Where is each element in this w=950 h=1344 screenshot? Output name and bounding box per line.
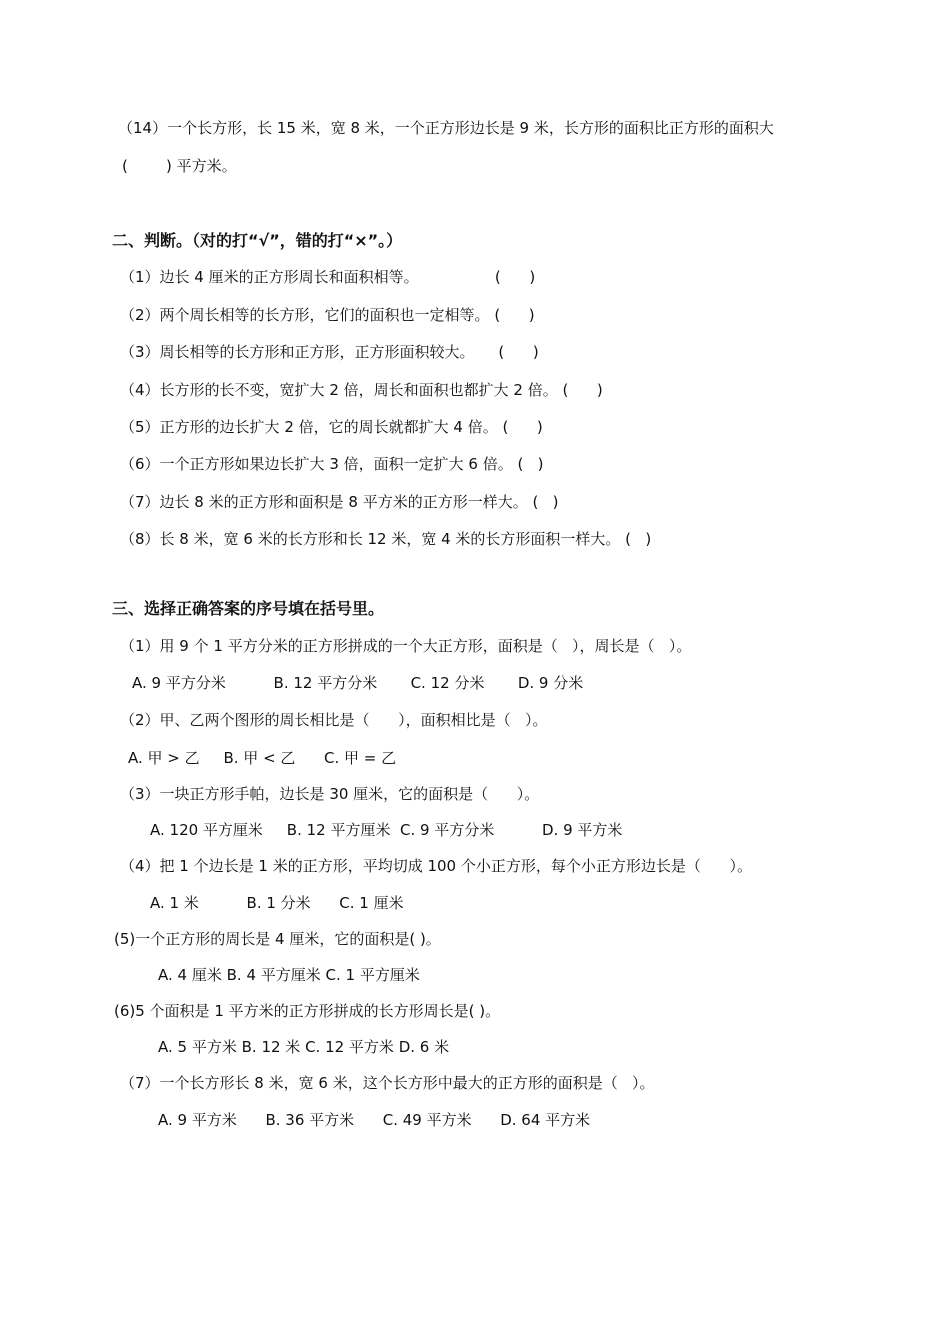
choice-options-6: A. 5 平方米 B. 12 米 C. 12 平方米 D. 6 米 bbox=[158, 1038, 450, 1056]
judge-item-5: （5）正方形的边长扩大 2 倍，它的周长就都扩大 4 倍。 ( ) bbox=[120, 418, 543, 436]
judge-item-6: （6）一个正方形如果边长扩大 3 倍，面积一定扩大 6 倍。 ( ) bbox=[120, 455, 544, 473]
judge-item-8: （8）长 8 米，宽 6 米的长方形和长 12 米，宽 4 米的长方形面积一样大。 ( ) bbox=[120, 530, 652, 548]
choice-question-3: （3）一块正方形手帕，边长是 30 厘米，它的面积是（ ）。 bbox=[120, 785, 540, 803]
choice-question-4: （4）把 1 个边长是 1 米的正方形，平均切成 100 个小正方形，每个小正方形边长是（ ）。 bbox=[120, 857, 752, 875]
judge-item-1: （1）边长 4 厘米的正方形周长和面积相等。 ( ) bbox=[120, 268, 536, 286]
choice-question-7: （7）一个长方形长 8 米，宽 6 米，这个长方形中最大的正方形的面积是（ ）。 bbox=[120, 1074, 655, 1092]
choice-options-4: A. 1 米 B. 1 分米 C. 1 厘米 bbox=[150, 894, 404, 912]
section-2-title: 二、判断。（对的打“√”，错的打“×”。） bbox=[112, 231, 403, 250]
choice-options-1: A. 9 平方分米 B. 12 平方分米 C. 12 分米 D. 9 分米 bbox=[132, 674, 584, 692]
choice-question-5: (5)一个正方形的周长是 4 厘米，它的面积是( )。 bbox=[114, 930, 441, 948]
choice-question-6: (6)5 个面积是 1 平方米的正方形拼成的长方形周长是( )。 bbox=[114, 1002, 501, 1020]
judge-item-4: （4）长方形的长不变，宽扩大 2 倍，周长和面积也都扩大 2 倍。 ( ) bbox=[120, 381, 603, 399]
judge-item-3: （3）周长相等的长方形和正方形，正方形面积较大。 ( ) bbox=[120, 343, 539, 361]
choice-question-2: （2）甲、乙两个图形的周长相比是（ ），面积相比是（ ）。 bbox=[120, 711, 548, 729]
section-3-title: 三、选择正确答案的序号填在括号里。 bbox=[112, 599, 385, 618]
choice-options-3: A. 120 平方厘米 B. 12 平方厘米 C. 9 平方分米 D. 9 平方米 bbox=[150, 821, 623, 839]
choice-options-5: A. 4 厘米 B. 4 平方厘米 C. 1 平方厘米 bbox=[158, 966, 420, 984]
choice-options-7: A. 9 平方米 B. 36 平方米 C. 49 平方米 D. 64 平方米 bbox=[158, 1111, 591, 1129]
choice-question-1: （1）用 9 个 1 平方分米的正方形拼成的一个大正方形，面积是（ ），周长是（ ）。 bbox=[120, 637, 692, 655]
judge-item-7: （7）边长 8 米的正方形和面积是 8 平方米的正方形一样大。 ( ) bbox=[120, 493, 559, 511]
question-14-line2: ( ) 平方米。 bbox=[122, 157, 237, 175]
question-14-line1: （14）一个长方形，长 15 米，宽 8 米，一个正方形边长是 9 米，长方形的面积比正方形的面积大 bbox=[118, 119, 774, 137]
choice-options-2: A. 甲 > 乙 B. 甲 < 乙 C. 甲 = 乙 bbox=[128, 749, 397, 767]
judge-item-2: （2）两个周长相等的长方形，它们的面积也一定相等。 ( ) bbox=[120, 306, 535, 324]
